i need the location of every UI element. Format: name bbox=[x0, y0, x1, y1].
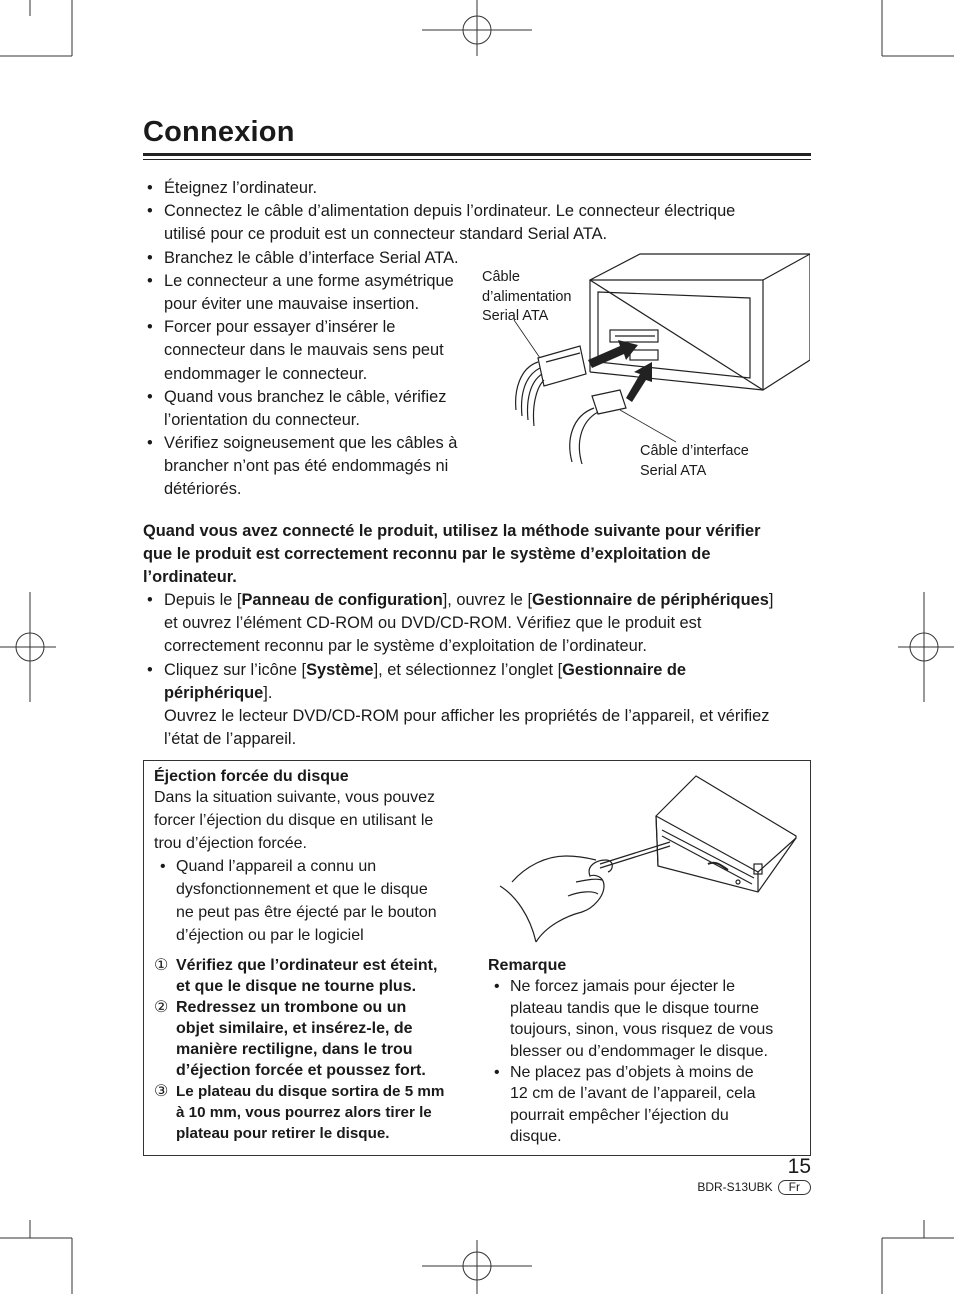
text-line: blesser ou d’endommager le disque. bbox=[510, 1042, 768, 1060]
text-line: plateau pour retirer le disque. bbox=[176, 1125, 390, 1142]
list-item-text: correctement reconnu par le système d’exploitation de l’ordinateur. bbox=[164, 637, 647, 656]
interface-cable-label bbox=[640, 442, 749, 481]
text-line: Vérifiez que l’ordinateur est éteint, bbox=[176, 957, 438, 974]
menu-name: Système bbox=[306, 660, 374, 679]
text-line: d’éjection ou par le logiciel bbox=[176, 927, 364, 944]
text-line: Ne placez pas d’objets à moins de bbox=[510, 1064, 754, 1082]
eject-steps bbox=[154, 955, 474, 1144]
heading-line: que le produit est correctement reconnu par le système d’exploitation de bbox=[143, 545, 711, 564]
step-number: ① bbox=[154, 957, 169, 974]
list-item-text: brancher n’ont pas été endommagés ni bbox=[164, 457, 449, 476]
text-line: et que le disque ne tourne plus. bbox=[176, 978, 417, 995]
list-item-text: Ouvrez le lecteur DVD/CD-ROM pour afficher les propriétés de l’appareil, et vérifiez bbox=[164, 706, 770, 725]
label-line: d’alimentation bbox=[482, 288, 572, 305]
list-item-text: Vérifiez soigneusement que les câbles à bbox=[164, 434, 458, 453]
text-line: Quand l’appareil a connu un bbox=[176, 858, 377, 875]
heading-line: l’ordinateur. bbox=[143, 568, 237, 587]
eject-intro: Éjection forcée du disque Dans la situation suivante, vous pouvez forcer l’éjection du disque en utilisant le trou d’éjection forcée. • Quand l’appareil a connu un dysfonctionnement et que le disque ne peut pas être éjecté par le bouton d’éjection ou par le logiciel bbox=[154, 767, 474, 947]
step-number: ② bbox=[154, 999, 169, 1016]
text: ], ouvrez le [ bbox=[442, 591, 532, 609]
list-item-text: et ouvrez l’élément CD-ROM ou DVD/CD-ROM. Vérifiez que le produit est bbox=[164, 614, 702, 633]
remarque: Remarque • Ne forcez jamais pour éjecter le plateau tandis que le disque tourne toujours, sinon, vous risquez de vous blesser ou d’endommager le disque. • Ne placez pas d’objets à moins de 12 cm de l’avant de l’appareil, cela pourrait empêcher l’éjection du disque. bbox=[488, 955, 806, 1148]
list-item: • Connectez le câble d’alimentation depuis l’ordinateur. Le connecteur électrique bbox=[147, 202, 736, 221]
list-item-text: Le connecteur a une forme asymétrique bbox=[164, 271, 454, 290]
list-item-continuation bbox=[147, 223, 807, 246]
text-line: disque. bbox=[510, 1128, 562, 1146]
text-line: plateau tandis que le disque tourne bbox=[510, 999, 760, 1017]
text-line: ne peut pas être éjecté par le bouton bbox=[176, 904, 437, 921]
text-line: d’éjection forcée et poussez fort. bbox=[176, 1062, 426, 1079]
menu-name: périphérique bbox=[164, 683, 264, 702]
text: ] bbox=[768, 591, 774, 609]
label-line: Serial ATA bbox=[482, 308, 549, 324]
verify-heading bbox=[143, 520, 813, 590]
list-item-text: Éteignez l’ordinateur. bbox=[164, 179, 318, 197]
list-item-text: détériorés. bbox=[164, 480, 242, 499]
menu-name: Gestionnaire de bbox=[562, 660, 687, 679]
step-number: ③ bbox=[154, 1083, 169, 1100]
page-number: 15 bbox=[787, 1155, 811, 1178]
text-line: Dans la situation suivante, vous pouvez bbox=[154, 789, 436, 806]
text-line: Ne forcez jamais pour éjecter le bbox=[510, 978, 735, 996]
list-item-text: Connectez le câble d’alimentation depuis l’ordinateur. Le connecteur électrique bbox=[164, 202, 736, 221]
eject-illustration bbox=[496, 766, 804, 952]
text-line: toujours, sinon, vous risquez de vous bbox=[510, 1021, 774, 1039]
footer-model bbox=[660, 1180, 811, 1195]
text-line: dysfonctionnement et que le disque bbox=[176, 881, 428, 898]
list-item: • Le connecteur a une forme asymétrique bbox=[147, 271, 454, 290]
text-line: Le plateau du disque sortira de 5 mm bbox=[176, 1083, 445, 1100]
step-1 bbox=[154, 955, 474, 997]
remarque-title: Remarque bbox=[488, 957, 567, 974]
list-item-text: Forcer pour essayer d’insérer le bbox=[164, 318, 396, 337]
list-item: • Vérifiez soigneusement que les câbles à bbox=[147, 434, 458, 453]
list-item-text: pour éviter une mauvaise insertion. bbox=[164, 294, 420, 313]
title-rule bbox=[143, 153, 811, 156]
list-item-text: endommager le connecteur. bbox=[164, 364, 368, 383]
list-item-text: Quand vous branchez le câble, vérifiez bbox=[164, 387, 447, 406]
list-item-text: l’état de l’appareil. bbox=[164, 730, 297, 749]
heading-line: Quand vous avez connecté le produit, utilisez la méthode suivante pour vérifier bbox=[143, 522, 761, 540]
list-item: • Quand vous branchez le câble, vérifiez bbox=[147, 387, 447, 406]
text-line: à 10 mm, vous pourrez alors tirer le bbox=[176, 1104, 432, 1121]
menu-name: Gestionnaire de périphériques bbox=[532, 591, 769, 609]
language-badge: Fr bbox=[778, 1180, 811, 1195]
text-line: trou d’éjection forcée. bbox=[154, 835, 307, 852]
list-item: • Éteignez l’ordinateur. bbox=[147, 179, 318, 197]
text-line: forcer l’éjection du disque en utilisant le bbox=[154, 812, 434, 829]
list-item-text: l’orientation du connecteur. bbox=[164, 410, 360, 429]
list-item: • Forcer pour essayer d’insérer le bbox=[147, 318, 396, 337]
list-item-text: connecteur dans le mauvais sens peut bbox=[164, 341, 444, 360]
page-title: Connexion bbox=[143, 116, 295, 148]
text: ]. bbox=[263, 683, 273, 702]
text: ], et sélectionnez l’onglet [ bbox=[373, 660, 563, 679]
list-item-text: Branchez le câble d’interface Serial ATA. bbox=[164, 248, 459, 267]
text: Depuis le [ bbox=[164, 591, 242, 609]
text-line: objet similaire, et insérez-le, de bbox=[176, 1020, 413, 1037]
verify-list bbox=[147, 589, 817, 751]
text-line: manière rectiligne, dans le trou bbox=[176, 1041, 413, 1058]
step-3 bbox=[154, 1081, 474, 1144]
list-item: • Depuis le [Panneau de configuration], ouvrez le [Gestionnaire de périphériques] bbox=[147, 591, 774, 609]
list-item: • Branchez le câble d’interface Serial ATA. bbox=[147, 248, 459, 267]
step-2 bbox=[154, 997, 474, 1081]
text-line: pourrait empêcher l’éjection du bbox=[510, 1106, 729, 1124]
model-number: BDR-S13UBK bbox=[697, 1180, 773, 1194]
power-cable-label bbox=[482, 268, 571, 327]
list-item-text: utilisé pour ce produit est un connecteur standard Serial ATA. bbox=[164, 225, 608, 244]
label-line: Câble d’interface bbox=[640, 443, 749, 459]
menu-name: Panneau de configuration bbox=[241, 591, 443, 609]
text-line: Redressez un trombone ou un bbox=[176, 999, 407, 1016]
list-item: • Cliquez sur l’icône [Système], et sélectionnez l’onglet [Gestionnaire de bbox=[147, 660, 687, 679]
label-line: Serial ATA bbox=[640, 462, 707, 479]
eject-heading: Éjection forcée du disque bbox=[154, 768, 349, 785]
text-line: 12 cm de l’avant de l’appareil, cela bbox=[510, 1085, 756, 1103]
text: Cliquez sur l’icône [ bbox=[164, 660, 307, 679]
title-rule-thin bbox=[143, 159, 811, 160]
label-line: Câble bbox=[482, 269, 520, 285]
